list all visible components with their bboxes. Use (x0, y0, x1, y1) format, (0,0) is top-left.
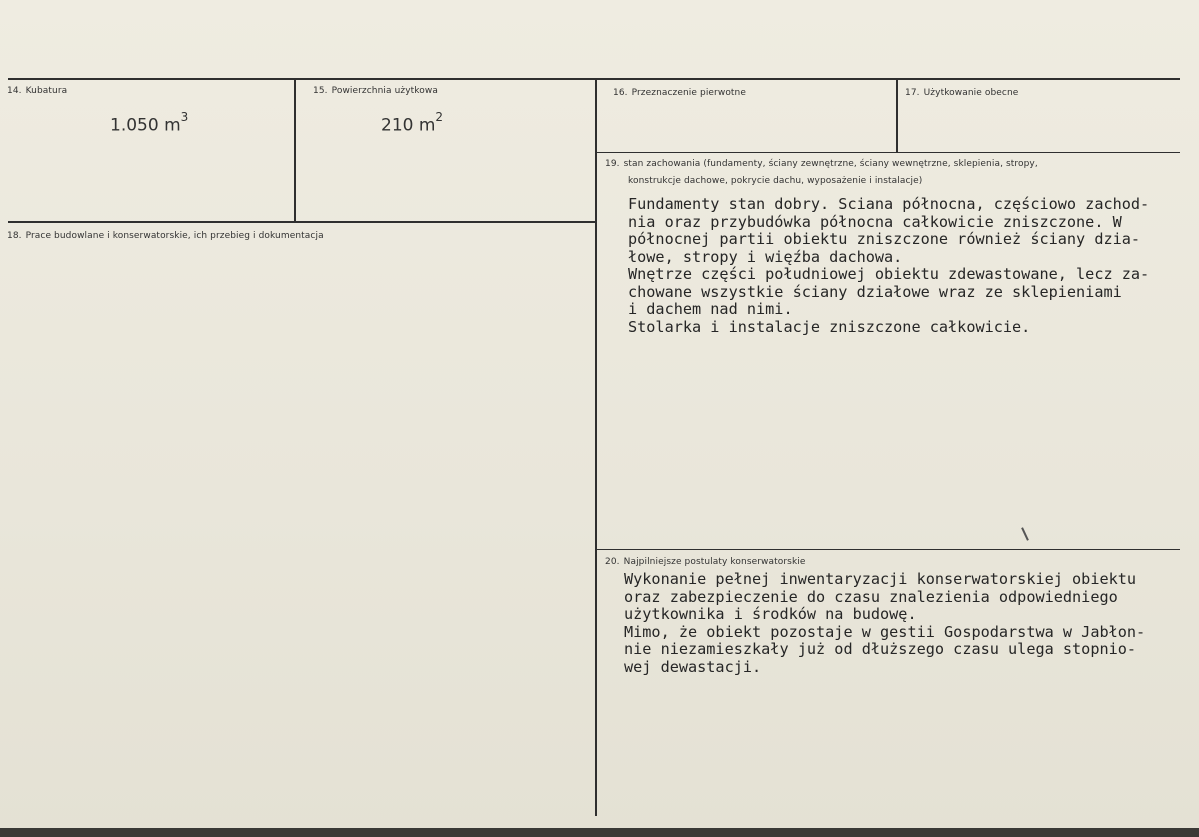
text-line: użytkownika i środków na budowę. (624, 605, 917, 623)
text-line: Fundamenty stan dobry. Sciana północna, częściowo zachod- (628, 195, 1150, 213)
field-19-label-line1: 19. stan zachowania (fundamenty, ściany zewnętrzne, ściany wewnętrzne, sklepienia, stropy, (605, 159, 1038, 169)
field-15-label: 15. Powierzchnia użytkowa (313, 86, 438, 96)
field-18-label: 18. Prace budowlane i konserwatorskie, ich przebieg i dokumentacja (7, 231, 324, 241)
field-17-label: 17. Użytkowanie obecne (905, 88, 1019, 98)
divider-14-15 (294, 79, 296, 223)
rule-16-17-bottom (596, 152, 1180, 153)
top-rule (8, 78, 1180, 80)
text-line: północnej partii obiektu zniszczone również ściany dzia- (628, 230, 1141, 248)
text-line: chowane wszystkie ściany działowe wraz ze sklepieniami (628, 282, 1122, 301)
conservation-postulates-text (624, 571, 1145, 676)
paper-mark (1021, 527, 1029, 541)
field-14-label: 14. Kubatura (7, 86, 68, 96)
preservation-state-text (628, 196, 1149, 336)
text-line: Stolarka i instalacje zniszczone całkowicie. (628, 317, 1031, 336)
text-line: i dachem nad nimi. (628, 300, 793, 318)
text-line: łowe, stropy i więźba dachowa. (628, 247, 903, 266)
divider-16-17 (896, 79, 898, 153)
text-line: Wnętrze części południowej obiektu zdewastowane, lecz za- (628, 265, 1150, 283)
usable-area-value: 210 $m^2$ (381, 110, 444, 136)
card-bottom-edge (0, 828, 1199, 837)
rule-14-15-bottom (8, 221, 596, 223)
rule-19-bottom (596, 549, 1180, 550)
divider-left-right (595, 79, 597, 816)
field-20-label: 20. Najpilniejsze postulaty konserwatorskie (605, 557, 806, 567)
text-line: nie niezamieszkały już od dłuższego czasu ulega stopnio- (624, 640, 1137, 658)
text-line: nia oraz przybudówka północna całkowicie zniszczone. W (628, 212, 1122, 231)
text-line: Wykonanie pełnej inwentaryzacji konserwatorskiej obiektu (624, 570, 1137, 588)
text-line: Mimo, że obiekt pozostaje w gestii Gospodarstwa w Jabłon- (624, 622, 1146, 641)
field-16-label: 16. Przeznaczenie pierwotne (613, 88, 746, 98)
cubature-value: 1.050 $m^3$ (110, 110, 189, 136)
field-19-label-line2: konstrukcje dachowe, pokrycie dachu, wyposażenie i instalacje) (628, 176, 923, 186)
text-line: wej dewastacji. (624, 657, 762, 676)
text-line: oraz zabezpieczenie do czasu znalezienia odpowiedniego (624, 587, 1118, 606)
